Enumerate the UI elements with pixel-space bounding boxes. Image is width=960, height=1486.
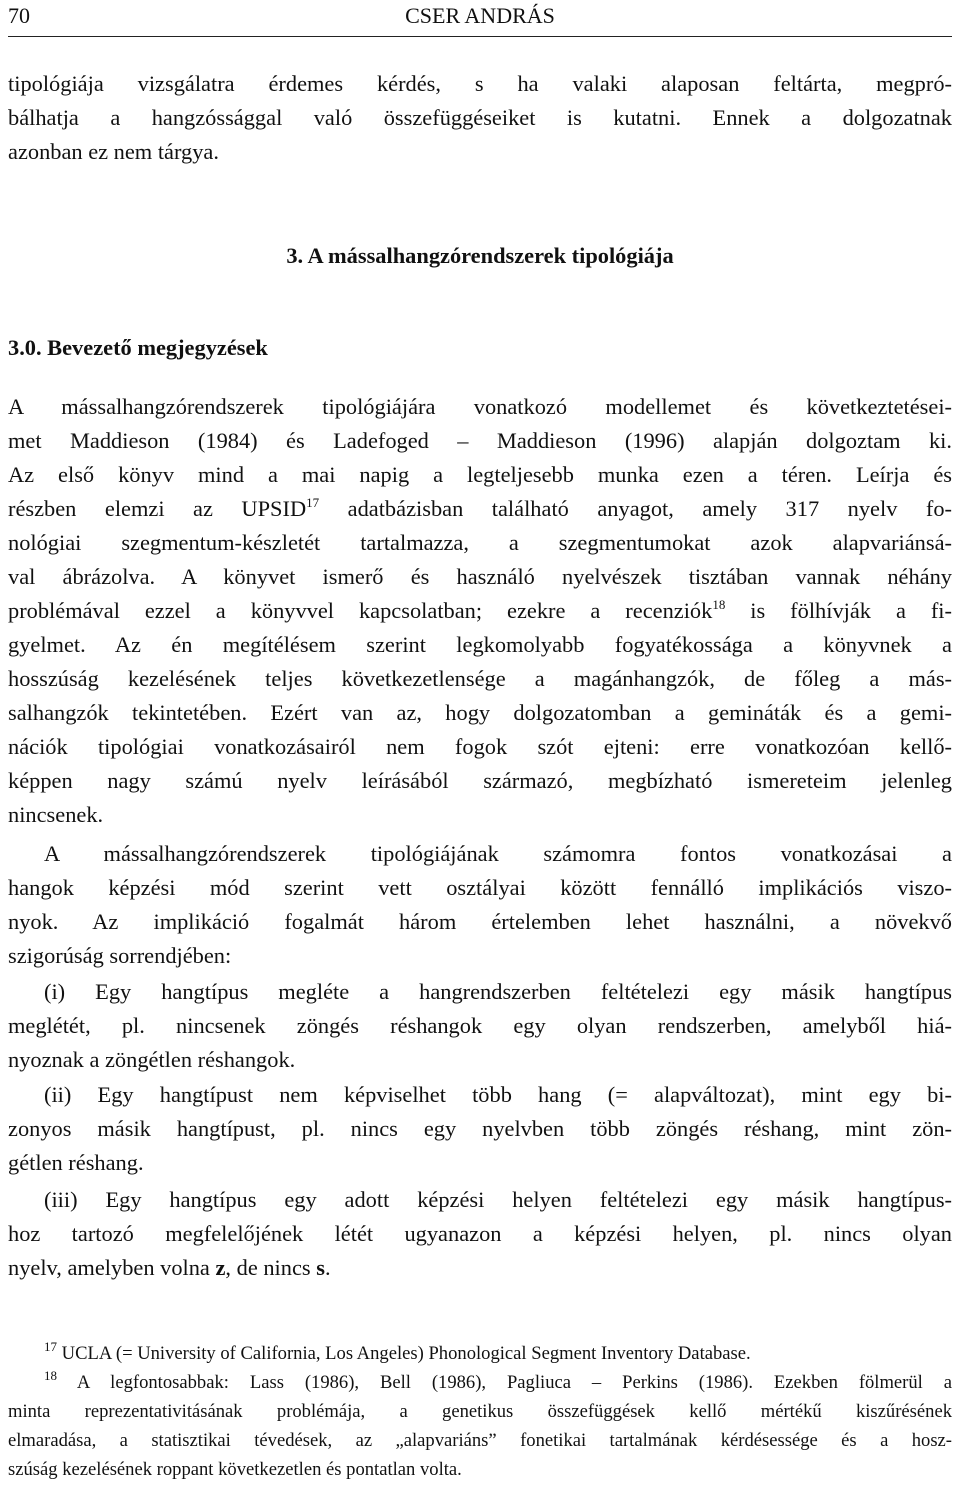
body-line: nológiai szegmentum-készletét tartalmazza, a szegmentumokat azok alapvariánsá- xyxy=(8,530,952,555)
footnote-text: UCLA (= University of California, Los Angeles) Phonological Segment Inventory Database. xyxy=(57,1343,751,1364)
body-line: szigorúság sorrendjében: xyxy=(8,943,232,968)
footnote-mark: 18 xyxy=(44,1368,57,1383)
footnote-17 xyxy=(44,1340,952,1368)
running-title: CSER ANDRÁS xyxy=(405,3,555,28)
section-heading: 3. A mássalhangzórendszerek tipológiája xyxy=(286,243,674,268)
footnote-text: A legfontosabbak: Lass (1986), Bell (1986), Pagliuca – Perkins (1986). Ezekben fölmerül a xyxy=(57,1372,952,1393)
body-line: gétlen réshang. xyxy=(8,1150,144,1175)
subsection-heading: 3.0. Bevezető megjegyzések xyxy=(8,335,268,360)
body-line xyxy=(8,1252,952,1284)
body-line: gyelmet. Az én megítélésem szerint legkomolyabb fogyatékossága a könyvnek a xyxy=(8,632,952,657)
body-line: hangok képzési mód szerint vett osztályai között fennálló implikációs viszo- xyxy=(8,875,952,900)
footnote-ref-17: 17 xyxy=(306,495,320,510)
bold-letter: s xyxy=(316,1255,325,1280)
footnote-mark: 17 xyxy=(44,1339,57,1354)
running-header xyxy=(8,0,952,37)
body-line: (iii) Egy hangtípus egy adott képzési helyen feltételezi egy másik hangtípus- xyxy=(44,1187,952,1212)
body-line: nyoznak a zöngétlen réshangok. xyxy=(8,1047,296,1072)
body-line: salhangzók tekintetében. Ezért van az, hogy dolgozatomban a gemináták és a gemi- xyxy=(8,700,952,725)
body-line: val ábrázolva. A könyvet ismerő és használó nyelvészek tisztában vannak néhány xyxy=(8,564,952,589)
page-number: 70 xyxy=(8,3,30,28)
line-text: nyelv, amelyben volna xyxy=(8,1255,216,1280)
footnote-line: minta reprezentativitásának problémája, a genetikus összefüggések kellő mértékű kiszűrésének xyxy=(8,1401,952,1422)
body-line: meglétét, pl. nincsenek zöngés réshangok egy olyan rendszerben, amelyből hiá- xyxy=(8,1013,952,1038)
body-line: nációk tipológiai vonatkozásairól nem fogok szót ejteni: erre vonatkozóan kellő- xyxy=(8,734,952,759)
body-line: zonyos másik hangtípust, pl. nincs egy nyelvben több zöngés réshang, mint zön- xyxy=(8,1116,952,1141)
body-line: hosszúság kezelésének teljes következetlensége a magánhangzók, de főleg a más- xyxy=(8,666,952,691)
body-line: tipológiája vizsgálatra érdemes kérdés, s ha valaki alaposan feltárta, megpró- xyxy=(8,71,952,96)
body-line: azonban ez nem tárgya. xyxy=(8,139,219,164)
body-line: A mássalhangzórendszerek tipológiájára vonatkozó modellemet és következtetései- xyxy=(8,394,952,419)
body-line: A mássalhangzórendszerek tipológiájának számomra fontos vonatkozásai a xyxy=(44,841,952,866)
body-line xyxy=(8,493,952,525)
line-text: adatbázisban található anyagot, amely 317 nyelv fo- xyxy=(319,496,952,521)
bold-letter: z xyxy=(215,1255,226,1280)
body-line: nincsenek. xyxy=(8,802,104,827)
body-line xyxy=(8,595,952,627)
footnote-ref-18: 18 xyxy=(712,597,726,612)
line-text: . xyxy=(324,1255,331,1280)
footnote-line: elmaradása, a statisztikai tévedések, az „alapvariáns” fonetikai tartalmának kérdésessége és a hosz- xyxy=(8,1430,952,1451)
body-line: (i) Egy hangtípus megléte a hangrendszerben feltételezi egy másik hangtípus xyxy=(44,979,952,1004)
body-line: hoz tartozó megfelelőjének létét ugyanazon a képzési helyen, pl. nincs olyan xyxy=(8,1221,952,1246)
line-text: , de nincs xyxy=(225,1255,317,1280)
body-line: nyok. Az implikáció fogalmát három értelemben lehet használni, a növekvő xyxy=(8,909,952,934)
line-text: problémával ezzel a könyvvel kapcsolatban; ezekre a recenziók xyxy=(8,598,713,623)
body-line: Az első könyv mind a mai napig a legteljesebb munka ezen a téren. Leírja és xyxy=(8,462,952,487)
body-line: képpen nagy számú nyelv leírásából származó, megbízható ismereteim jelenleg xyxy=(8,768,952,793)
footnote-line: szúság kezelésének roppant következetlen és pontatlan volta. xyxy=(8,1459,462,1480)
body-line: met Maddieson (1984) és Ladefoged – Maddieson (1996) alapján dolgoztam ki. xyxy=(8,428,952,453)
body-line: bálhatja a hangzóssággal való összefüggéseiket is kutatni. Ennek a dolgozatnak xyxy=(8,105,952,130)
body-line: (ii) Egy hangtípust nem képviselhet több hang (= alapváltozat), mint egy bi- xyxy=(44,1082,952,1107)
line-text: részben elemzi az UPSID xyxy=(8,496,307,521)
line-text: is fölhívják a fi- xyxy=(725,598,952,623)
footnote-18 xyxy=(44,1369,952,1397)
